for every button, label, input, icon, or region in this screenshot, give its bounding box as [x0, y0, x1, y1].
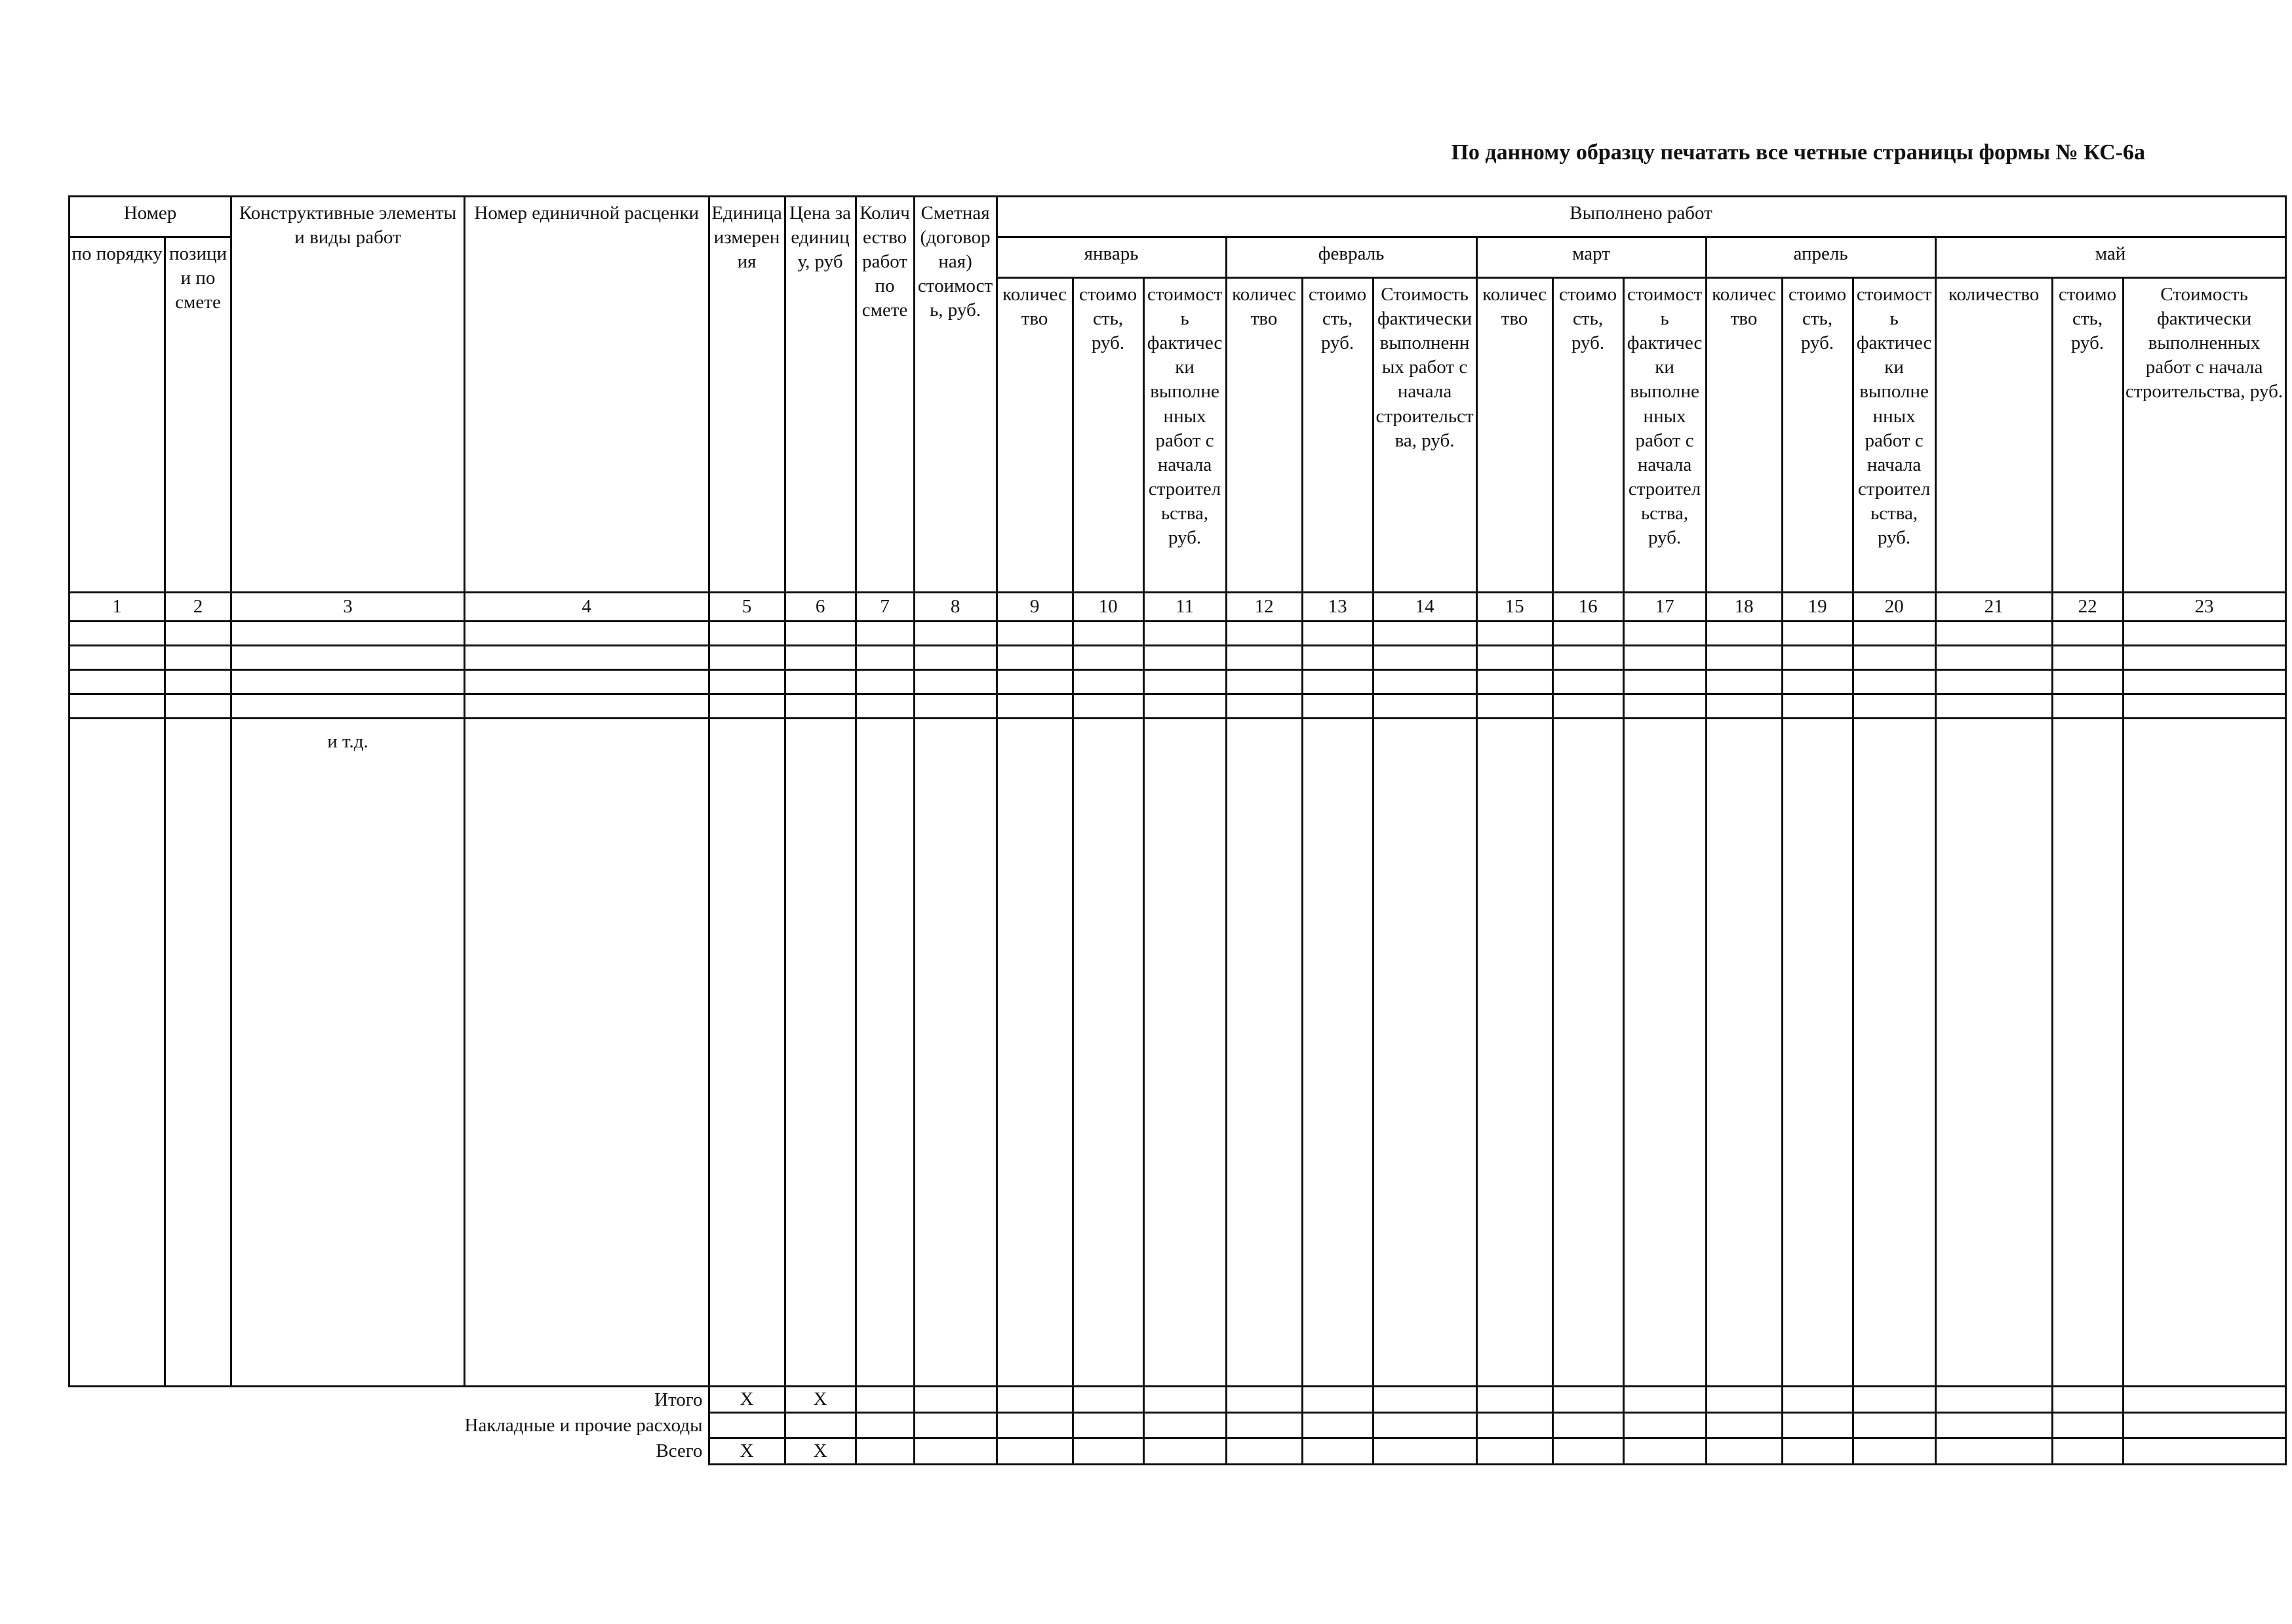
table-cell [1476, 670, 1552, 694]
col-num: 7 [856, 593, 914, 622]
nakladnye-label: Накладные и прочие расходы [464, 1414, 703, 1436]
table-cell [165, 622, 231, 646]
table-cell [165, 670, 231, 694]
table-cell [69, 719, 165, 1387]
table-cell [165, 646, 231, 670]
col-num: 6 [785, 593, 856, 622]
table-cell [997, 646, 1073, 670]
table-cell [1706, 1438, 1782, 1465]
table-cell [1552, 694, 1623, 719]
col-num: 13 [1302, 593, 1373, 622]
table-cell [1623, 670, 1706, 694]
col-nomer-header: Номер [69, 197, 231, 237]
col-num: 17 [1623, 593, 1706, 622]
table-cell [1782, 694, 1853, 719]
table-cell [1373, 622, 1476, 646]
col-num: 14 [1373, 593, 1476, 622]
table-cell [2123, 694, 2285, 719]
sub-fakt: стоимость фактически выполненных работ с начала строительства, руб. [1853, 278, 1935, 593]
sub-stoim: стоимость, руб. [2052, 278, 2123, 593]
table-cell [2123, 719, 2285, 1387]
table-cell [1226, 1413, 1302, 1438]
table-cell [1302, 719, 1373, 1387]
table-cell [997, 622, 1073, 646]
table-cell [1706, 1387, 1782, 1413]
table-cell [914, 1387, 997, 1413]
table-cell [1853, 1387, 1935, 1413]
table-cell [1143, 646, 1226, 670]
table-row [69, 646, 2286, 670]
table-cell [1302, 670, 1373, 694]
col-num: 10 [1073, 593, 1143, 622]
table-cell [465, 670, 709, 694]
table-cell [856, 694, 914, 719]
table-cell [709, 646, 785, 670]
sub-stoim: стоимость, руб. [1552, 278, 1623, 593]
table-cell [1552, 646, 1623, 670]
sub-kol: количество [1706, 278, 1782, 593]
table-cell [1935, 622, 2052, 646]
itogo-label: Итого [654, 1389, 703, 1410]
col-num: 11 [1143, 593, 1226, 622]
table-cell [997, 694, 1073, 719]
vypolneno-header: Выполнено работ [997, 197, 2285, 237]
table-cell [856, 1413, 914, 1438]
overhead-row [69, 1413, 2286, 1438]
table-cell [914, 622, 997, 646]
col-num: 15 [1476, 593, 1552, 622]
table-cell [465, 694, 709, 719]
table-cell [1143, 1387, 1226, 1413]
table-cell [231, 646, 465, 670]
table-cell [231, 1413, 465, 1438]
table-cell [1782, 1413, 1853, 1438]
table-cell [2052, 719, 2123, 1387]
table-cell [1073, 622, 1143, 646]
table-cell [465, 646, 709, 670]
col-poziczii-header: позиции по смете [165, 237, 231, 593]
table-cell [709, 719, 785, 1387]
table-cell [785, 670, 856, 694]
table-cell [914, 694, 997, 719]
table-cell [997, 719, 1073, 1387]
table-cell [785, 719, 856, 1387]
table-cell [1302, 646, 1373, 670]
table-cell [1476, 1387, 1552, 1413]
table-cell [997, 1438, 1073, 1465]
col-smetnaya-header: Сметная (договорная) стоимость, руб. [914, 197, 997, 593]
table-cell [69, 1387, 165, 1413]
table-cell [2052, 1413, 2123, 1438]
table-cell [1476, 719, 1552, 1387]
table-cell [1302, 694, 1373, 719]
table-cell [465, 622, 709, 646]
grand-total-row [69, 1438, 2286, 1465]
table-cell [1623, 1438, 1706, 1465]
table-cell [1623, 646, 1706, 670]
table-cell [1853, 622, 1935, 646]
col-num: 3 [231, 593, 465, 622]
table-cell [1226, 694, 1302, 719]
col-num: 12 [1226, 593, 1302, 622]
table-cell [1706, 694, 1782, 719]
ks6a-table [68, 195, 2287, 1465]
table-cell [1226, 646, 1302, 670]
table-cell [785, 646, 856, 670]
table-cell [1935, 646, 2052, 670]
table-cell [1073, 719, 1143, 1387]
table-cell [2052, 670, 2123, 694]
table-cell [1073, 1438, 1143, 1465]
etc-text: и т.д. [231, 719, 465, 1387]
col-num: 23 [2123, 593, 2285, 622]
table-cell [1782, 1387, 1853, 1413]
sub-stoim: стоимость, руб. [1302, 278, 1373, 593]
table-cell [2123, 1387, 2285, 1413]
col-num: 16 [1552, 593, 1623, 622]
x-mark: X [709, 1438, 785, 1465]
table-cell [165, 694, 231, 719]
table-cell [231, 1387, 465, 1413]
table-cell [1373, 1387, 1476, 1413]
table-cell [231, 1438, 465, 1465]
table-cell [2052, 646, 2123, 670]
table-cell [1476, 694, 1552, 719]
table-row [69, 622, 2286, 646]
table-cell [1935, 1413, 2052, 1438]
table-cell [1476, 622, 1552, 646]
table-cell [69, 622, 165, 646]
table-cell [1782, 646, 1853, 670]
month-april: апрель [1706, 237, 1935, 278]
table-cell [1373, 1438, 1476, 1465]
table-cell [856, 1387, 914, 1413]
table-cell [1853, 646, 1935, 670]
table-cell [2123, 1438, 2285, 1465]
table-cell [1782, 1438, 1853, 1465]
table-cell [1552, 1438, 1623, 1465]
table-cell [1476, 646, 1552, 670]
table-cell [856, 646, 914, 670]
table-cell [914, 1438, 997, 1465]
table-cell [165, 1413, 231, 1438]
table-row [69, 694, 2286, 719]
print-note: По данному образцу печатать все четные страницы формы № КС-6а [1451, 140, 2145, 165]
table-cell [1706, 670, 1782, 694]
table-cell [1853, 1438, 1935, 1465]
table-cell [1623, 694, 1706, 719]
table-row [69, 670, 2286, 694]
table-cell [2123, 622, 2285, 646]
table-cell [709, 670, 785, 694]
header-row-1 [69, 197, 2286, 237]
column-numbers-row [69, 593, 2286, 622]
sub-kol: количество [1935, 278, 2052, 593]
table-cell [1073, 1413, 1143, 1438]
table-cell [1373, 719, 1476, 1387]
table-cell [1552, 719, 1623, 1387]
col-num: 9 [997, 593, 1073, 622]
table-cell [1143, 719, 1226, 1387]
table-cell [2123, 1413, 2285, 1438]
table-cell [1143, 694, 1226, 719]
table-cell [2123, 646, 2285, 670]
col-num: 20 [1853, 593, 1935, 622]
table-cell [785, 1413, 856, 1438]
table-cell [69, 1413, 165, 1438]
table-cell [1552, 1413, 1623, 1438]
table-cell [785, 622, 856, 646]
table-cell [1302, 1438, 1373, 1465]
table-cell [1226, 1438, 1302, 1465]
table-cell [2052, 622, 2123, 646]
table-cell [1226, 1387, 1302, 1413]
table-cell [2123, 670, 2285, 694]
table-cell [1853, 670, 1935, 694]
table-cell [2052, 1438, 2123, 1465]
col-num: 1 [69, 593, 165, 622]
x-mark: X [785, 1387, 856, 1413]
table-cell [1073, 646, 1143, 670]
table-cell [1373, 1413, 1476, 1438]
table-cell [465, 719, 709, 1387]
table-cell [1226, 622, 1302, 646]
month-may: май [1935, 237, 2285, 278]
table-cell [1143, 670, 1226, 694]
col-num: 2 [165, 593, 231, 622]
x-mark: X [785, 1438, 856, 1465]
col-num: 4 [465, 593, 709, 622]
table-cell [231, 622, 465, 646]
table-cell [1552, 1387, 1623, 1413]
table-cell [1552, 622, 1623, 646]
table-cell [997, 670, 1073, 694]
sub-kol: количество [1226, 278, 1302, 593]
col-konstr-header: Конструктивные элементы и виды работ [231, 197, 465, 593]
table-cell [1706, 622, 1782, 646]
table-cell [1373, 694, 1476, 719]
month-february: февраль [1226, 237, 1476, 278]
table-cell [997, 1387, 1073, 1413]
col-edinica-header: Единица измерения [709, 197, 785, 593]
table-cell [69, 646, 165, 670]
table-cell [231, 694, 465, 719]
month-march: март [1476, 237, 1706, 278]
table-cell [69, 670, 165, 694]
table-cell [1073, 670, 1143, 694]
table-cell [69, 694, 165, 719]
col-kolichestvo-header: Количество работ по смете [856, 197, 914, 593]
sub-stoim: стоимость, руб. [1782, 278, 1853, 593]
col-num: 8 [914, 593, 997, 622]
col-cena-header: Цена за единицу, руб [785, 197, 856, 593]
table-cell [1476, 1438, 1552, 1465]
table-cell [1226, 719, 1302, 1387]
table-cell [69, 1438, 165, 1465]
table-cell [785, 694, 856, 719]
table-cell [1073, 1387, 1143, 1413]
table-cell [1782, 670, 1853, 694]
sub-stoim: стоимость, руб. [1073, 278, 1143, 593]
table-cell [165, 1438, 231, 1465]
table-cell [1143, 1413, 1226, 1438]
table-cell [165, 719, 231, 1387]
table-cell [2052, 694, 2123, 719]
table-cell [1782, 622, 1853, 646]
table-cell [1143, 622, 1226, 646]
table-cell [1935, 1438, 2052, 1465]
table-cell [231, 670, 465, 694]
table-cell [1706, 719, 1782, 1387]
table-cell [1623, 622, 1706, 646]
col-num: 18 [1706, 593, 1782, 622]
table-cell [709, 1413, 785, 1438]
table-cell [997, 1413, 1073, 1438]
month-january: январь [997, 237, 1226, 278]
col-po-poryadku-header: по порядку [69, 237, 165, 593]
sub-fakt: Стоимость фактически выполненных работ с начала строительства, руб. [1373, 278, 1476, 593]
table-cell [1935, 670, 2052, 694]
table-cell [856, 670, 914, 694]
sub-fakt: стоимость фактически выполненных работ с начала строительства, руб. [1623, 278, 1706, 593]
col-num: 19 [1782, 593, 1853, 622]
table-cell [856, 719, 914, 1387]
table-cell [1853, 694, 1935, 719]
table-cell [1302, 622, 1373, 646]
col-num: 21 [1935, 593, 2052, 622]
col-num: 22 [2052, 593, 2123, 622]
table-cell [1706, 646, 1782, 670]
table-cell [1373, 646, 1476, 670]
table-cell [914, 646, 997, 670]
table-cell [1935, 694, 2052, 719]
table-cell [1073, 694, 1143, 719]
table-cell [709, 694, 785, 719]
table-cell [1623, 1387, 1706, 1413]
table-cell [2052, 1387, 2123, 1413]
table-cell [856, 622, 914, 646]
table-cell [1623, 719, 1706, 1387]
table-cell [1706, 1413, 1782, 1438]
table-cell [1935, 1387, 2052, 1413]
table-cell [914, 719, 997, 1387]
total-row [69, 1387, 2286, 1413]
table-cell [1226, 670, 1302, 694]
table-cell [1476, 1413, 1552, 1438]
x-mark: X [709, 1387, 785, 1413]
table-cell [1302, 1387, 1373, 1413]
table-cell [1935, 719, 2052, 1387]
table-cell [914, 1413, 997, 1438]
table-cell [1373, 670, 1476, 694]
table-cell [1552, 670, 1623, 694]
sub-kol: количество [997, 278, 1073, 593]
table-cell [165, 1387, 231, 1413]
table-cell [1782, 719, 1853, 1387]
table-cell [1853, 1413, 1935, 1438]
table-cell [1853, 719, 1935, 1387]
sub-kol: количество [1476, 278, 1552, 593]
table-cell [914, 670, 997, 694]
sub-fakt: Стоимость фактически выполненных работ с начала строительства, руб. [2123, 278, 2285, 593]
table-body-row [69, 719, 2286, 1387]
sub-fakt: стоимость фактически выполненных работ с начала строительства, руб. [1143, 278, 1226, 593]
table-cell [856, 1438, 914, 1465]
table-cell [1623, 1413, 1706, 1438]
table-cell [709, 622, 785, 646]
table-cell [1302, 1413, 1373, 1438]
vsego-label: Всего [656, 1440, 703, 1462]
table-cell [1143, 1438, 1226, 1465]
col-rascenka-header: Номер единичной расценки [465, 197, 709, 593]
col-num: 5 [709, 593, 785, 622]
